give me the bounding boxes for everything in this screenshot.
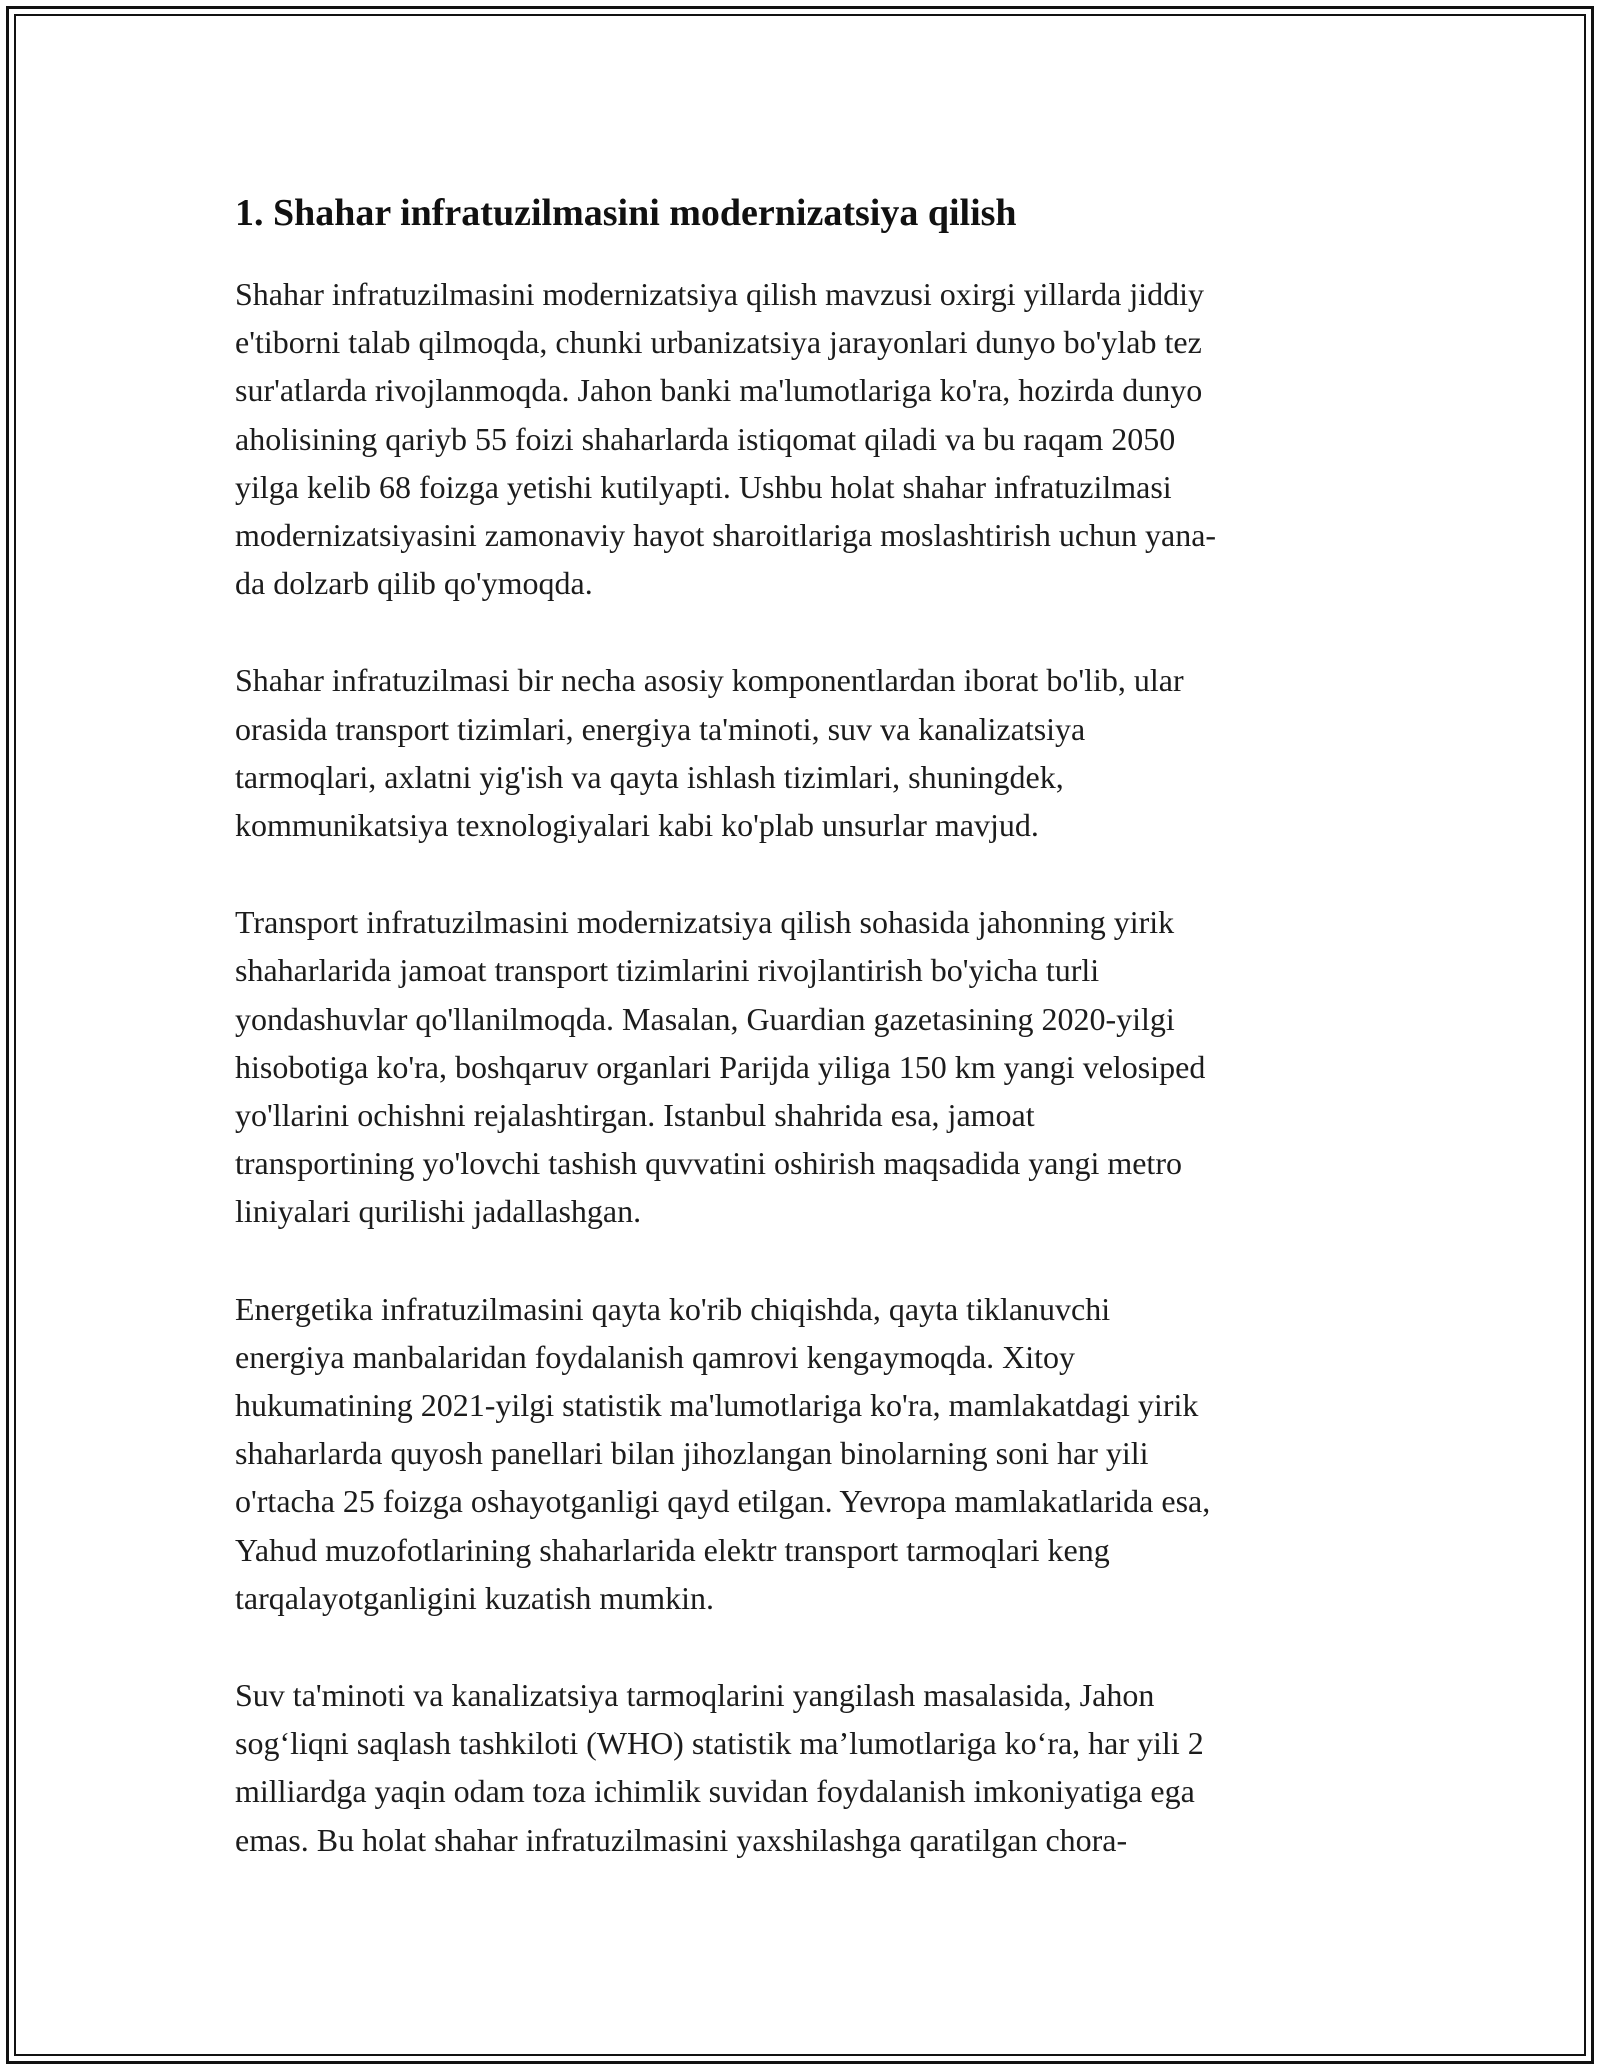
text-line: emas. Bu holat shahar infratuzilmasini yaxshilashga qaratilgan chora- xyxy=(235,1821,1128,1858)
text-line: hukumatining 2021-yilgi statistik ma'lumotlariga ko'ra, mamlakatdagi yirik xyxy=(235,1387,1199,1424)
text-line: yilga kelib 68 foizga yetishi kutilyapti. Ushbu holat shahar infratuzilmasi xyxy=(235,468,1172,505)
text-line: tarmoqlari, axlatni yig'ish va qayta ishlash tizimlari, shuningdek, xyxy=(235,758,1064,795)
paragraph-urbanization xyxy=(235,270,1365,607)
paragraph-components xyxy=(235,656,1365,849)
text-line: Shahar infratuzilmasi bir necha asosiy komponentlardan iborat bo'lib, ular xyxy=(235,662,1184,699)
text-line: energiya manbalaridan foydalanish qamrovi kengaymoqda. Xitoy xyxy=(235,1338,1076,1375)
paragraph-water xyxy=(235,1671,1365,1864)
document-body xyxy=(235,186,1365,1913)
text-line: shaharlarida jamoat transport tizimlarini rivojlantirish bo'yicha turli xyxy=(235,952,1100,989)
text-line: Shahar infratuzilmasini modernizatsiya qilish mavzusi oxirgi yillarda jiddiy xyxy=(235,276,1204,312)
text-line: aholisining qariyb 55 foizi shaharlarda istiqomat qiladi va bu raqam 2050 xyxy=(235,420,1176,457)
section-heading: 1. Shahar infratuzilmasini modernizatsiya qilish xyxy=(235,192,1017,234)
text-line: sog‘liqni saqlash tashkiloti (WHO) statistik ma’lumotlariga ko‘ra, har yili 2 xyxy=(235,1725,1204,1762)
text-line: hisobotiga ko'ra, boshqaruv organlari Parijda yiliga 150 km yangi velosiped xyxy=(235,1048,1206,1085)
text-line: Suv ta'minoti va kanalizatsiya tarmoqlarini yangilash masalasida, Jahon xyxy=(235,1677,1155,1714)
paragraph-energy xyxy=(235,1285,1365,1622)
text-line: orasida transport tizimlari, energiya ta'minoti, suv va kanalizatsiya xyxy=(235,710,1086,747)
text-line: Energetika infratuzilmasini qayta ko'rib chiqishda, qayta tiklanuvchi xyxy=(235,1290,1111,1327)
text-line: shaharlarda quyosh panellari bilan jihozlangan binolarning soni har yili xyxy=(235,1435,1149,1472)
text-line: modernizatsiyasini zamonaviy hayot sharoitlariga moslashtirish uchun yana- xyxy=(235,517,1217,554)
paragraph-transport xyxy=(235,898,1365,1235)
text-line: milliardga yaqin odam toza ichimlik suvidan foydalanish imkoniyatiga ega xyxy=(235,1773,1195,1810)
text-line: Transport infratuzilmasini modernizatsiya qilish sohasida jahonning yirik xyxy=(235,904,1175,941)
text-line: yondashuvlar qo'llanilmoqda. Masalan, Guardian gazetasining 2020-yilgi xyxy=(235,1000,1175,1037)
text-line: da dolzarb qilib qo'ymoqda. xyxy=(235,565,593,602)
text-line: o'rtacha 25 foizga oshayotganligi qayd etilgan. Yevropa mamlakatlarida esa, xyxy=(235,1483,1211,1520)
text-line: Yahud muzofotlarining shaharlarida elektr transport tarmoqlari keng xyxy=(235,1531,1110,1568)
text-line: sur'atlarda rivojlanmoqda. Jahon banki ma'lumotlariga ko'ra, hozirda dunyo xyxy=(235,372,1203,409)
text-line: transportining yo'lovchi tashish quvvatini oshirish maqsadida yangi metro xyxy=(235,1145,1182,1182)
text-line: kommunikatsiya texnologiyalari kabi ko'plab unsurlar mavjud. xyxy=(235,807,1039,844)
text-line: e'tiborni talab qilmoqda, chunki urbanizatsiya jarayonlari dunyo bo'ylab tez xyxy=(235,324,1202,361)
text-line: yo'llarini ochishni rejalashtirgan. Istanbul shahrida esa, jamoat xyxy=(235,1097,1035,1134)
text-line: tarqalayotganligini kuzatish mumkin. xyxy=(235,1579,715,1616)
text-line: liniyalari qurilishi jadallashgan. xyxy=(235,1193,642,1230)
